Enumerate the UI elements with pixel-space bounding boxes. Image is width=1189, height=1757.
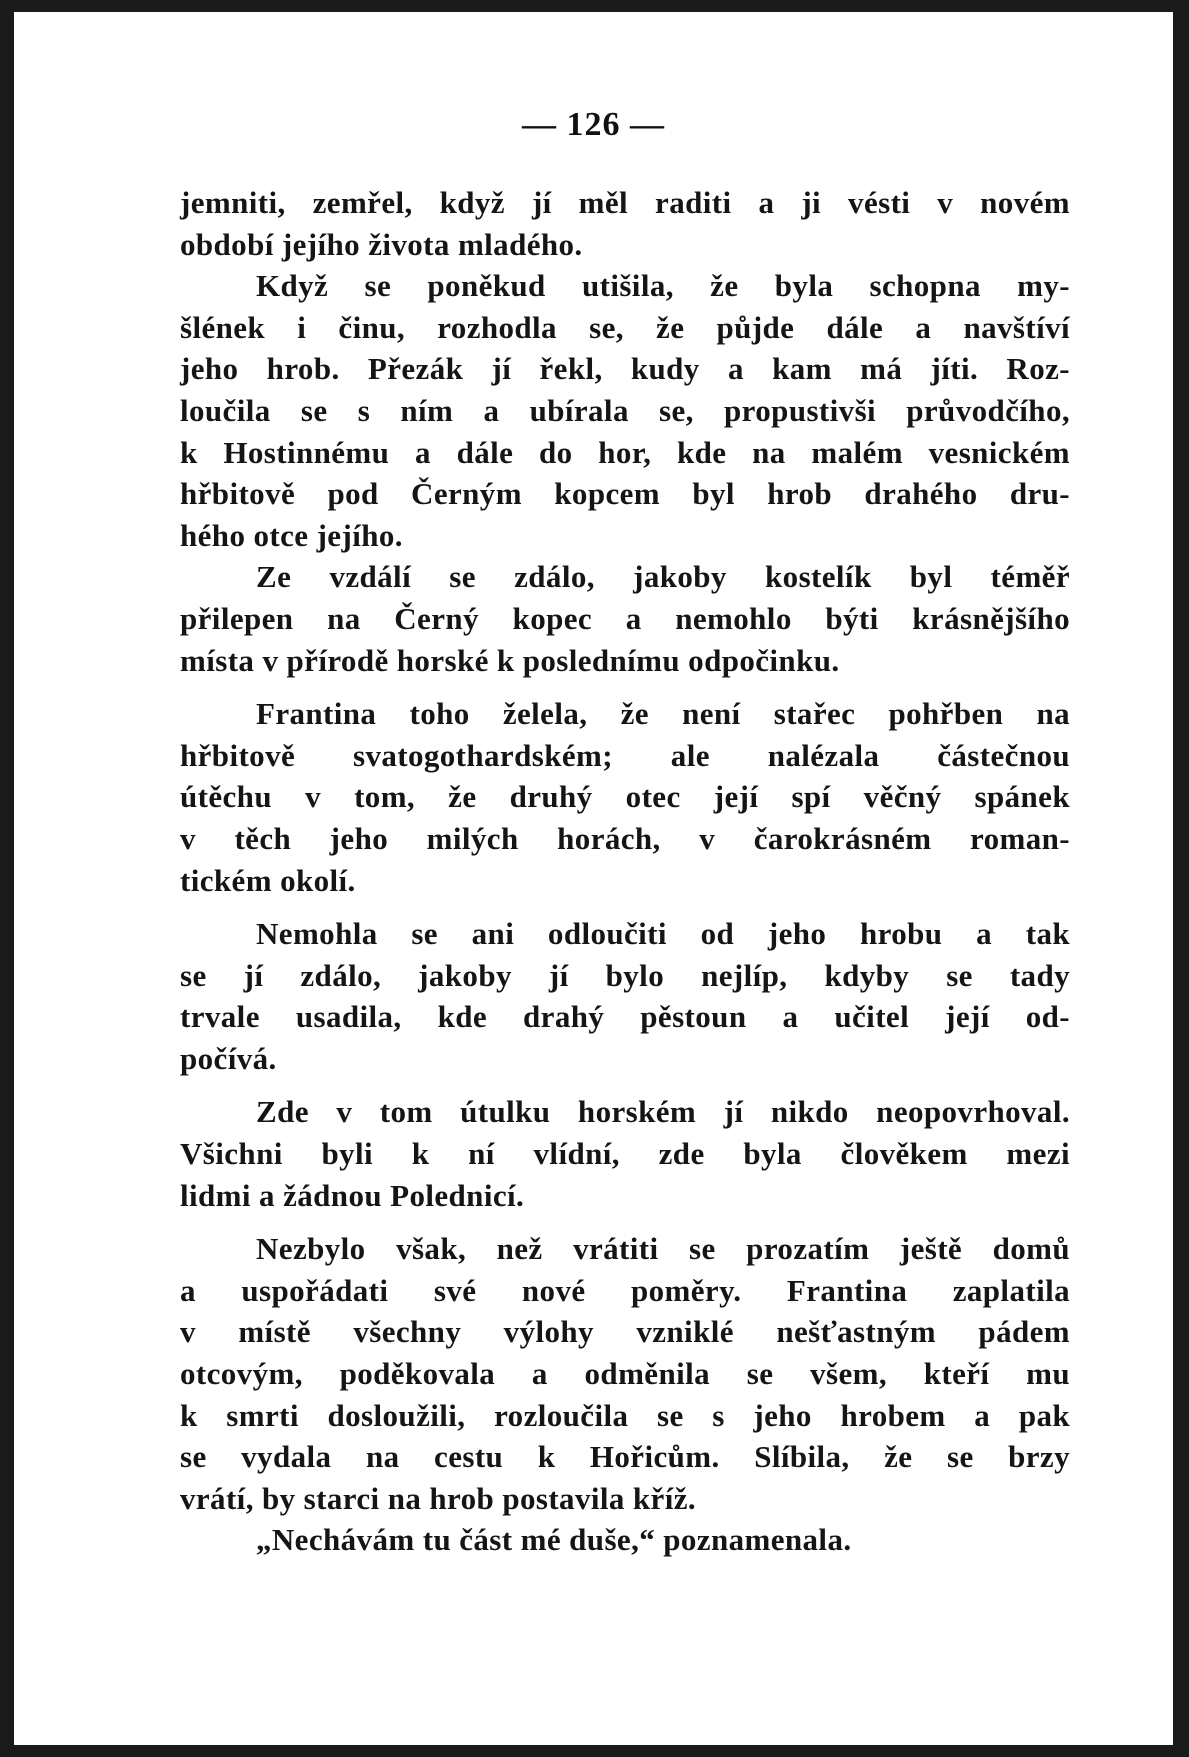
text-line: jeho hrob. Přezák jí řekl, kudy a kam má jíti. Roz- <box>180 351 1070 387</box>
text-line: hřbitově svatogothardském; ale nalézala částečnou <box>180 737 1070 773</box>
text-line: Nezbylo však, než vrátiti se prozatím ještě domů <box>256 1231 1070 1267</box>
text-line: loučila se s ním a ubírala se, propustivši průvodčího, <box>180 392 1070 428</box>
text-line: hřbitově pod Černým kopcem byl hrob drahého dru- <box>180 476 1070 512</box>
text-line: lidmi a žádnou Polednicí. <box>180 1177 525 1213</box>
book-page <box>14 12 1173 1745</box>
text-line: jemniti, zemřel, když jí měl raditi a ji vésti v novém <box>180 185 1070 220</box>
text-line: vrátí, by starci na hrob postavila kříž. <box>180 1480 697 1516</box>
text-line: k smrti dosloužili, rozloučila se s jeho hrobem a pak <box>180 1397 1070 1433</box>
text-line: Všichni byli k ní vlídní, zde byla člověkem mezi <box>180 1136 1070 1172</box>
text-line: v místě všechny výlohy vzniklé nešťastným pádem <box>180 1314 1070 1350</box>
paragraph-gap <box>180 1216 1070 1228</box>
paragraph-gap <box>180 901 1070 913</box>
body-text <box>180 182 1070 1561</box>
page-number: — 126 — <box>522 106 665 143</box>
text-line: otcovým, poděkovala a odměnila se všem, kteří mu <box>180 1356 1070 1392</box>
text-line: Zde v tom útulku horském jí nikdo neopovrhoval. <box>256 1094 1070 1130</box>
text-line: Když se poněkud utišila, že byla schopna my- <box>256 268 1070 304</box>
text-line: se jí zdálo, jakoby jí bylo nejlíp, kdyby se tady <box>180 957 1070 993</box>
text-line: v těch jeho milých horách, v čarokrásném roman- <box>180 820 1070 856</box>
text-line: útěchu v tom, že druhý otec její spí věčný spánek <box>180 779 1070 815</box>
text-line: Nemohla se ani odloučiti od jeho hrobu a tak <box>256 916 1070 952</box>
text-line: a uspořádati své nové poměry. Frantina zaplatila <box>180 1272 1070 1308</box>
text-line: šlének i činu, rozhodla se, že půjde dále a navštíví <box>180 309 1070 345</box>
text-line: trvale usadila, kde drahý pěstoun a učitel její od- <box>180 999 1070 1035</box>
text-line: tickém okolí. <box>180 862 356 898</box>
text-line: Ze vzdálí se zdálo, jakoby kostelík byl téměř <box>256 559 1070 595</box>
text-line: Frantina toho želela, že není stařec pohřben na <box>256 696 1070 732</box>
text-line: hého otce jejího. <box>180 517 403 553</box>
text-line: k Hostinnému a dále do hor, kde na malém vesnickém <box>180 434 1070 470</box>
text-line: počívá. <box>180 1040 277 1076</box>
paragraph-gap <box>180 681 1070 693</box>
text-line: „Nechávám tu část mé duše,“ poznamenala. <box>256 1522 852 1558</box>
text-line: místa v přírodě horské k poslednímu odpočinku. <box>180 642 840 678</box>
text-line: přilepen na Černý kopec a nemohlo býti krásnějšího <box>180 600 1070 636</box>
text-line: období jejího života mladého. <box>180 226 583 262</box>
text-line: se vydala na cestu k Hořicům. Slíbila, že se brzy <box>180 1439 1070 1475</box>
paragraph-gap <box>180 1079 1070 1091</box>
